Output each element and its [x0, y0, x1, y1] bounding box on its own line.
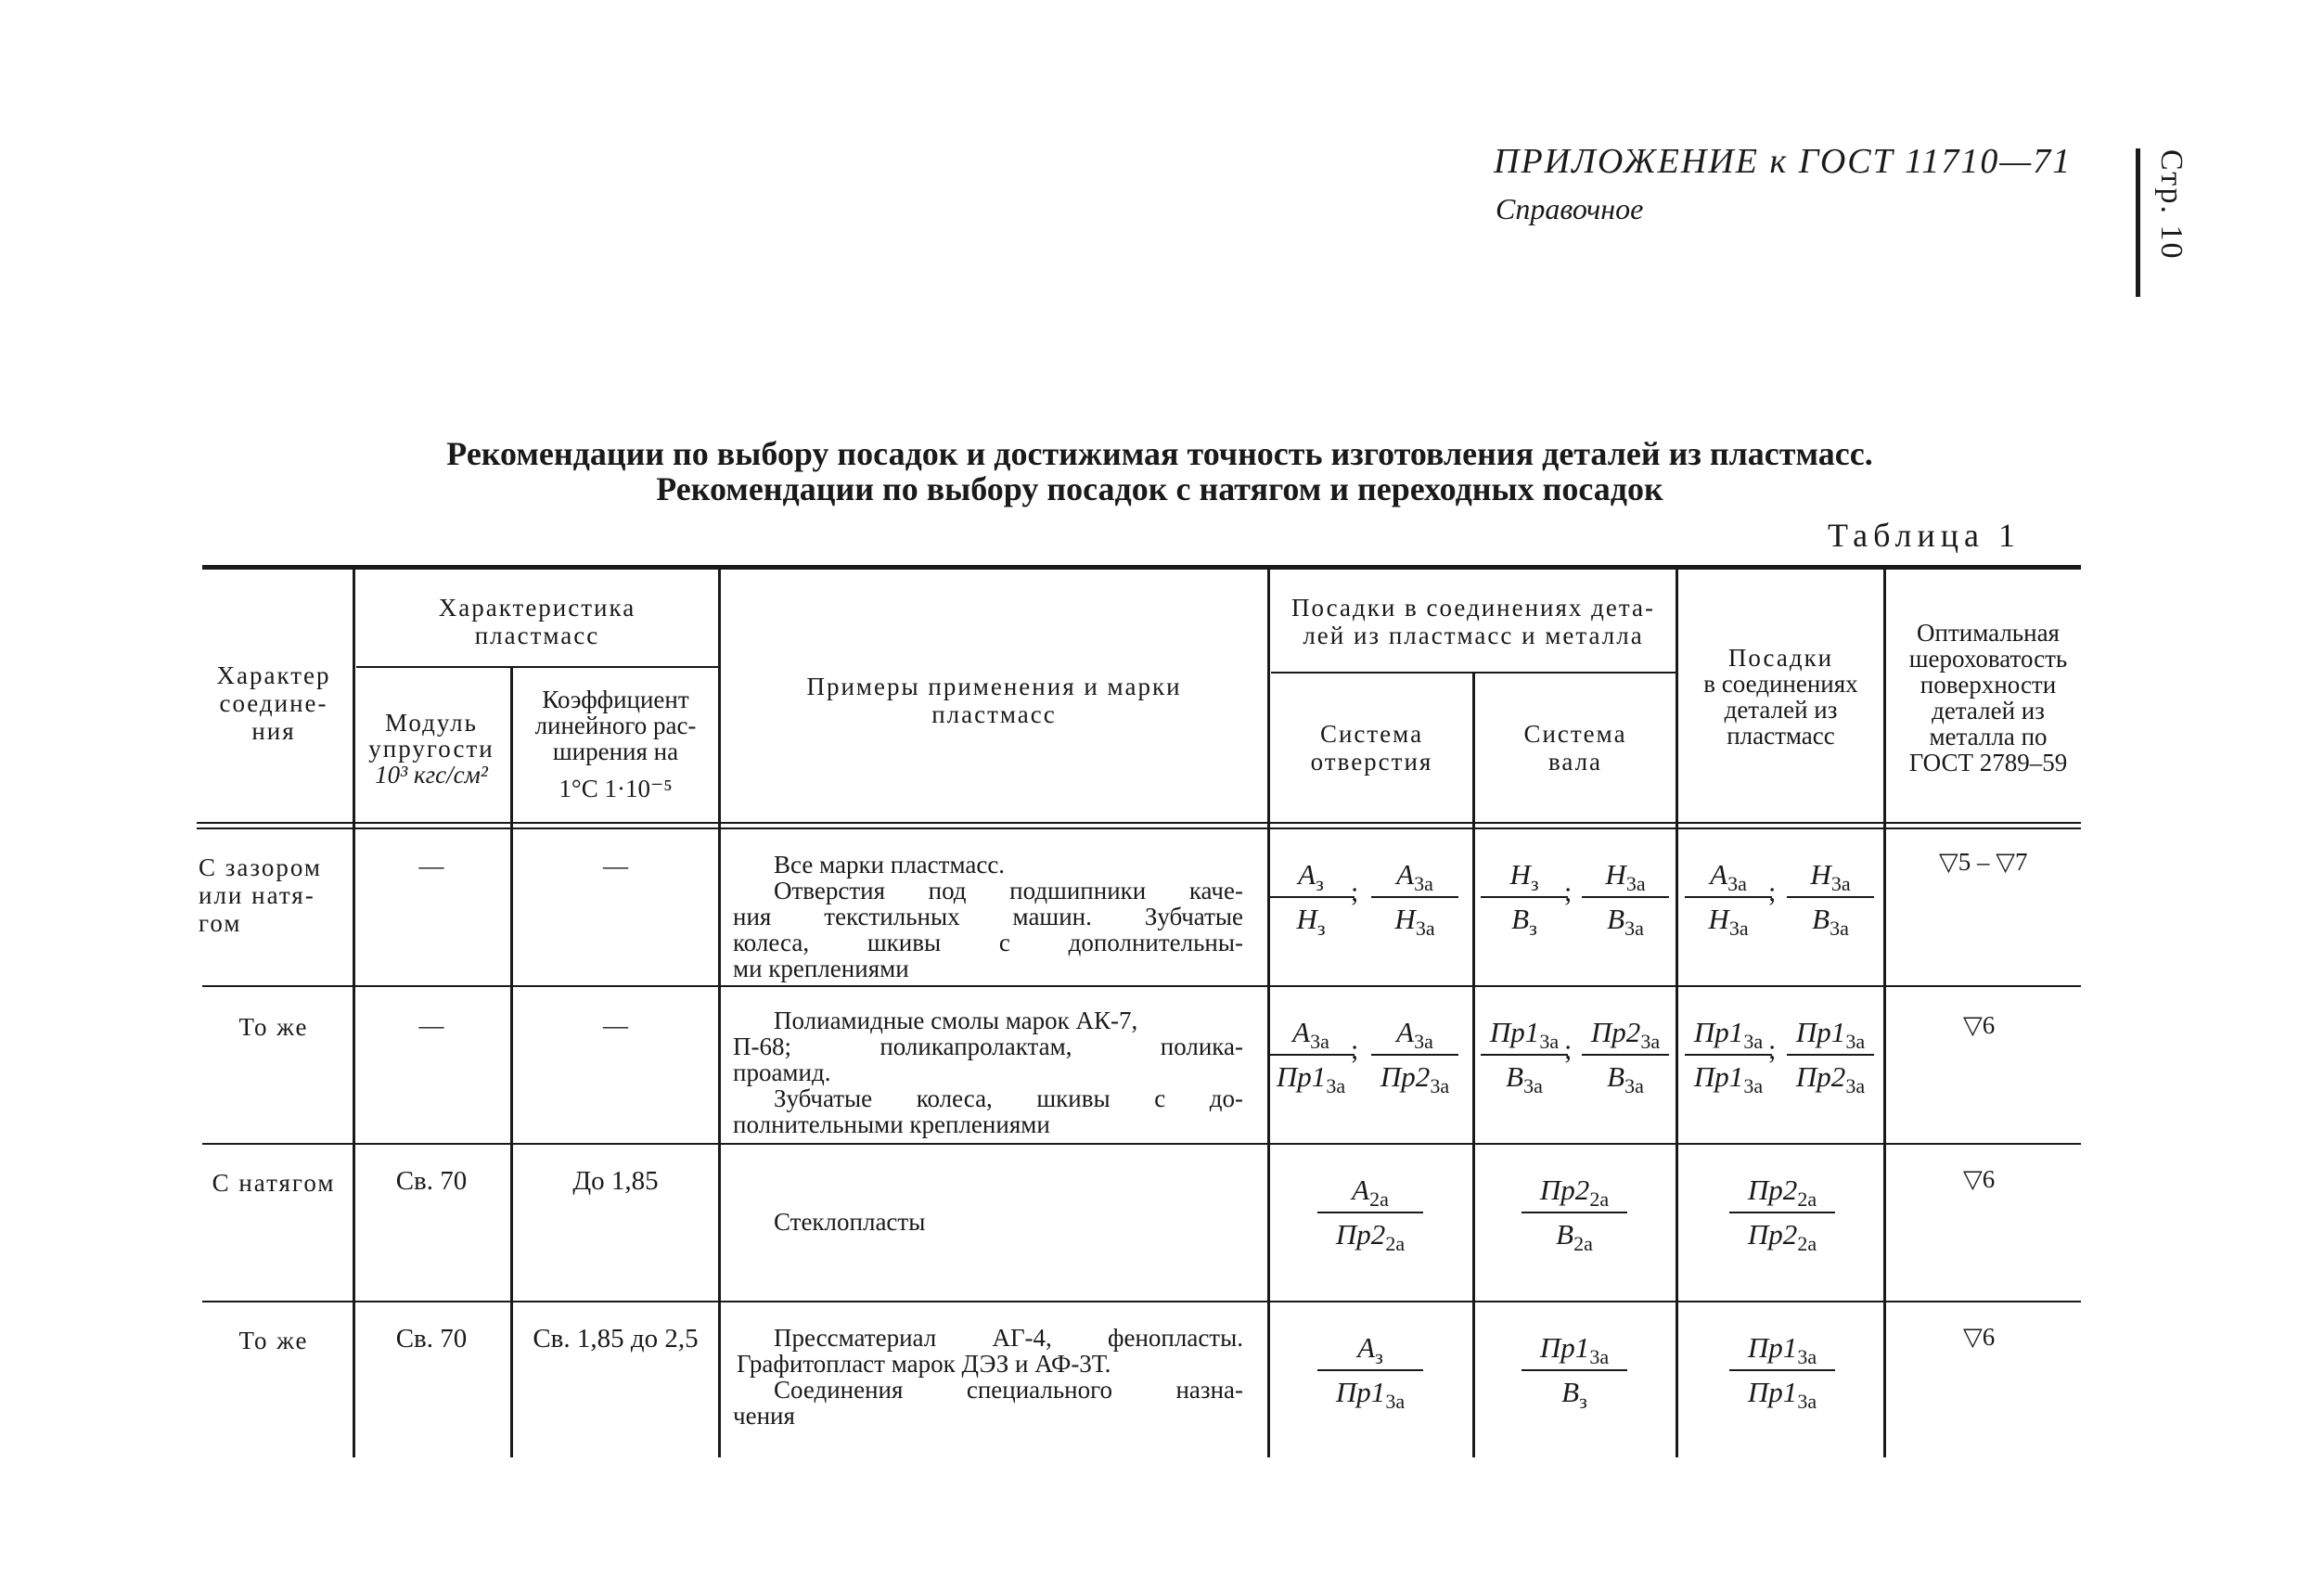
- fit-fraction: $Пр1_{3а}$ $Пр2_{3а}$: [1779, 1015, 1881, 1095]
- row-character: С зазором или натя- гом: [199, 853, 322, 937]
- fraction-separator: ;: [1351, 1034, 1359, 1065]
- fit-fraction: $A_{2а}$ $Пр2_{2а}$: [1310, 1173, 1431, 1252]
- row-character: То же: [238, 1327, 309, 1354]
- header-fits-plastic-plastic: Посадки в соединениях деталей из пластмасс: [1703, 644, 1858, 750]
- fit-fraction: $A_з$ $Пр1_{3а}$: [1310, 1330, 1431, 1410]
- fit-fraction: $Пр1_{3а}$ $B_{3а}$: [1473, 1015, 1575, 1095]
- row-modulus: Св. 70: [395, 1166, 468, 1196]
- page-number-divider: [2136, 148, 2140, 297]
- row-coefficient: До 1,85: [572, 1166, 659, 1196]
- row-coefficient: Св. 1,85 до 2,5: [533, 1324, 699, 1353]
- roughness-value: ▽5 – ▽7: [1939, 848, 2028, 876]
- fit-fraction: $H_з$ $B_з$: [1473, 857, 1575, 937]
- row-rule-1: [202, 985, 2081, 987]
- sub-header-rule-plastics: [356, 666, 718, 668]
- header-shaft-system: Система вала: [1523, 720, 1627, 776]
- row-examples: Стеклопласты: [774, 1208, 926, 1236]
- fit-fraction: $Пр2_{2а}$ $B_{2а}$: [1514, 1173, 1635, 1252]
- table-top-rule: [202, 565, 2081, 570]
- fit-fraction: $A_з$ $H_з$: [1260, 857, 1362, 937]
- header-modulus: Модуль упругости 10³ кгс/см²: [368, 709, 494, 789]
- header-examples: Примеры применения и марки пластмасс: [806, 673, 1182, 728]
- header-bottom-rule-2: [197, 827, 2081, 829]
- page-number-text: Стр. 10: [2154, 149, 2189, 261]
- appendix-title: ПРИЛОЖЕНИЕ к ГОСТ 11710—71: [1494, 142, 2073, 181]
- fraction-separator: ;: [1768, 877, 1777, 907]
- row-modulus: —: [418, 852, 444, 879]
- row-modulus: Св. 70: [395, 1324, 468, 1353]
- row-examples: Прессматериал АГ-4, фенопласты. Графитопласт марок ДЭЗ и АФ-3Т. Соединения специального назна- чения: [733, 1324, 1243, 1430]
- row-character: То же: [238, 1013, 309, 1041]
- row-modulus: —: [418, 1011, 444, 1039]
- fit-fraction: $A_{3а}$ $Пр2_{3а}$: [1364, 1015, 1466, 1095]
- fit-fraction: $A_{3а}$ $Пр1_{3а}$: [1260, 1015, 1362, 1095]
- fit-fraction: $Пр1_{3а}$ $Пр1_{3а}$: [1722, 1330, 1843, 1410]
- fit-fraction: $A_{3а}$ $H_{3а}$: [1364, 857, 1466, 937]
- row-examples: Все марки пластмасс. Отверстия под подшипники каче- ния текстильных машин. Зубчатые колеса, шкивы с дополнительны- ми креплениями: [733, 851, 1243, 982]
- page-number: [2148, 150, 2194, 299]
- fit-fraction: $H_{3а}$ $B_{3а}$: [1779, 857, 1881, 937]
- row-rule-2: [202, 1143, 2081, 1145]
- appendix-subtitle: Справочное: [1496, 192, 1644, 225]
- header-coefficient: Коэффициент линейного рас- ширения на 1°С 1·10⁻⁵: [534, 686, 697, 802]
- fit-fraction: $Пр2_{2а}$ $Пр2_{2а}$: [1722, 1173, 1843, 1252]
- header-character: Характер соедине- ния: [216, 661, 331, 745]
- header-hole-system: Система отверстия: [1310, 720, 1433, 776]
- row-coefficient: —: [603, 1011, 628, 1039]
- row-rule-3: [202, 1301, 2081, 1302]
- fraction-separator: ;: [1351, 877, 1359, 907]
- row-examples: Полиамидные смолы марок АК-7, П-68; поликапролактам, полика- проамид. Зубчатые колеса, шкивы с до- полнительными креплениями: [733, 1007, 1243, 1138]
- header-fits-plastic-metal: Посадки в соединениях дета- лей из пластмасс и металла: [1291, 594, 1655, 649]
- row-coefficient: —: [603, 852, 628, 879]
- header-bottom-rule: [197, 822, 2081, 824]
- col-rule-4: [1267, 567, 1270, 1457]
- roughness-value: ▽6: [1963, 1011, 1996, 1039]
- fit-fraction: $Пр1_{3а}$ $Пр1_{3а}$: [1677, 1015, 1779, 1095]
- fit-fraction: $Пр2_{3а}$ $B_{3а}$: [1574, 1015, 1676, 1095]
- fraction-separator: ;: [1564, 877, 1573, 907]
- roughness-value: ▽6: [1963, 1323, 1996, 1351]
- fraction-separator: ;: [1768, 1034, 1777, 1065]
- document-title-line-1: Рекомендации по выбору посадок и достижимая точность изготовления деталей из пластмасс.: [446, 435, 1873, 472]
- document-title-line-2: Рекомендации по выбору посадок с натягом и переходных посадок: [656, 470, 1663, 507]
- header-roughness: Оптимальная шероховатость поверхности деталей из металла по ГОСТ 2789–59: [1908, 619, 2068, 776]
- roughness-value: ▽6: [1963, 1165, 1996, 1193]
- header-plastics: Характеристика пластмасс: [438, 594, 636, 649]
- row-character: С натягом: [212, 1169, 336, 1197]
- fraction-separator: ;: [1564, 1034, 1573, 1065]
- fit-fraction: $Пр1_{3а}$ $B_з$: [1514, 1330, 1635, 1410]
- fit-fraction: $H_{3а}$ $B_{3а}$: [1574, 857, 1676, 937]
- fit-fraction: $A_{3а}$ $H_{3а}$: [1677, 857, 1779, 937]
- table-label: Таблица 1: [1828, 517, 2021, 554]
